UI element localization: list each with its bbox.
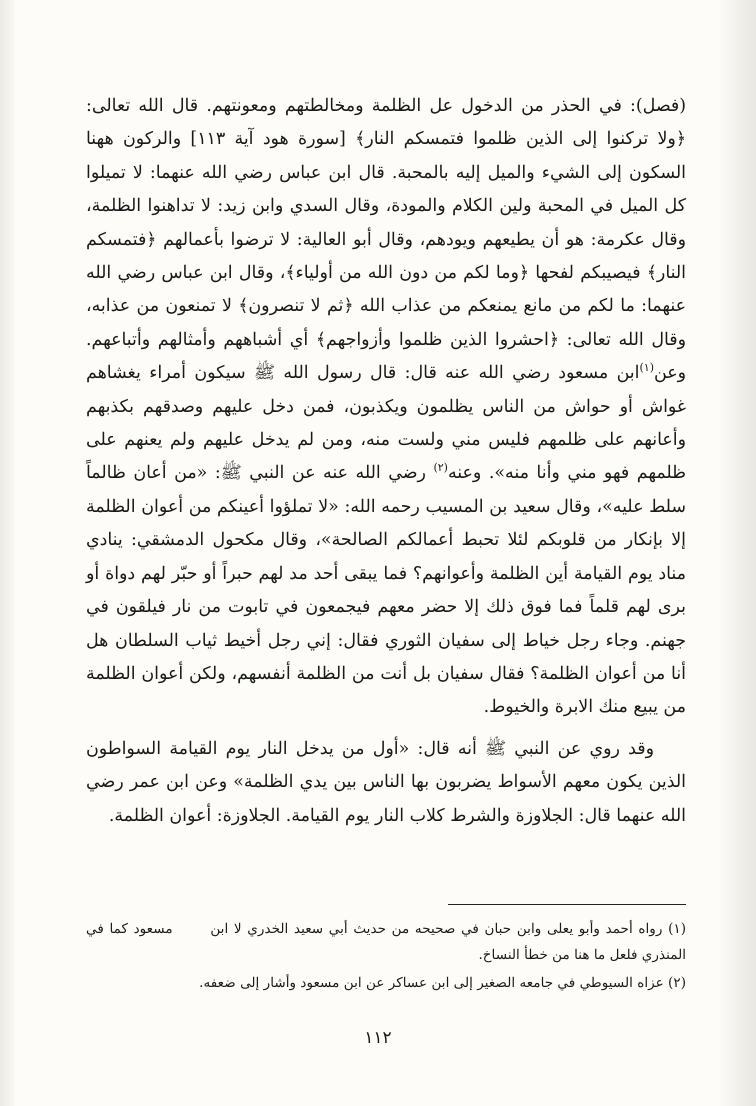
text-line: الصالحة»، وقال مكحول الدمشقي: ينادي مناد يوم القيامة أين الظلمة [86, 530, 686, 584]
main-text [86, 90, 686, 833]
footnote-line: (٢) عزاه السيوطي في جامعه الصغير إلى ابن عساكر عن ابن مسعود وأشار إلى ضعفه. [199, 975, 686, 991]
text-line: آية ١١٣] والركون ههنا السكون إلى الشيء والميل إليه بالمحبة. قال ابن [86, 129, 687, 183]
text-line: ابن مسعود رضي الله عنه قال: قال رسول الله ﷺ سيكون [194, 363, 640, 384]
text-line: الظلمة؟ فقال سفيان بل أنت من الظلمة أنفسهم، ولكن أعوان الظلمة من يبيع [86, 663, 686, 718]
text-line: ذلك إلا حضر معهم فيجمعون في تابوت من نار فيلقون في جهنم. وجاء رجل [86, 597, 686, 651]
text-line: وقال الله تعالى: ﴿احشروا الذين ظلموا وأزواجهم﴾ أي أشباههم وأمثالهم [157, 329, 686, 350]
text-line: السواطون الذين يكون معهم الأسواط يضربون بها الناس بين يدي الظلمة» وعن [86, 738, 686, 793]
page-number: ١١٢ [364, 1028, 392, 1048]
page-edge-right [720, 0, 756, 1106]
text-line: وصدقهم بكذبهم وأعانهم على ظلمهم فليس مني ولست منه، ومن لم يدخل [86, 396, 686, 451]
text-line: وقال السدي وابن زيد: لا تداهنوا الظلمة، وقال عكرمة: هو أن يطيعهم [86, 196, 686, 250]
text-line: «لا تملؤوا أعينكم من أعوان الظلمة إلا بإنكار من قلوبكم لئلا تحبط أعمالكم [86, 496, 686, 551]
paragraph-2 [86, 733, 686, 833]
text-line: ويودهم، وقال أبو العالية: لا ترضوا بأعمالهم ﴿فتمسكم النار﴾ فيصيبكم [86, 229, 686, 284]
text-line: عليهم ولم يعنهم على ظلمهم فهو مني وأنا منه». وعنه [86, 430, 686, 484]
footnote-1 [86, 916, 686, 968]
text-line: أمراء يغشاهم غواش أو حواش من الناس يظلمون ويكذبون، فمن دخل عليهم [86, 363, 687, 417]
text-line: خياط إلى سفيان الثوري فقال: إني رجل أخيط ثياب السلطان هل أنا من أعوان [86, 630, 686, 684]
text-line: الله تعالى: ﴿ولا تركنوا إلى الذين ظلموا فتمسكم النار﴾ [سورة هود [86, 96, 687, 150]
text-line: لكم من مانع يمنعكم من عذاب الله ﴿ثم لا تنصرون﴾ لا تمنعون من عذابه، [86, 296, 614, 317]
text-line: وقد روي عن النبي ﷺ أنه قال: «أول من يدخل النار يوم القيامة [169, 738, 654, 759]
text-line: ابن عمر رضي الله عنهما قال: الجلاوزة والشرط كلاب النار يوم القيامة. [86, 772, 686, 826]
text-line: الجلاوزة: أعوان الظلمة. [108, 805, 281, 826]
footnote-line: مسعود كما في المنذري فلعل ما هنا من خطأ النساخ. [86, 921, 686, 963]
text-line: رضي الله عنه عن [291, 463, 434, 484]
text-line: النبي ﷺ: «من أعان ظالماً سلط عليه»، وقال سعيد بن المسيب رحمه الله: [86, 463, 686, 517]
footnote-line: (١) رواه أحمد وأبو يعلى وابن حبان في صحيحه من حديث أبي سعيد الخدري لا ابن [210, 921, 686, 937]
text-line: عباس رضي الله عنهما: لا تميلوا كل الميل في المحبة ولين الكلام والمودة، [86, 162, 686, 217]
footnote-2 [86, 970, 686, 996]
text-line: وأعوانهم؟ فما يبقى أحد مد لهم حبراً أو حبّر لهم دواة أو برى لهم قلماً فما فوق [86, 563, 686, 618]
text-line: (فصل): في الحذر من الدخول عل الظلمة ومخالطتهم ومعونتهم. قال [171, 96, 686, 116]
text-line: منك الابرة والخيوط. [483, 697, 628, 718]
paragraph-1 [86, 90, 686, 725]
footnote-marker: (١) [639, 361, 654, 375]
text-line: لفحها ﴿وما لكم من دون الله من أولياء﴾، وقال ابن عباس رضي الله عنهما: ما [86, 263, 686, 317]
footnote-marker: (٢) [433, 461, 448, 475]
footnotes [86, 916, 686, 998]
text-line: وأتباعهم. وعن [86, 329, 687, 384]
page-edge-left [0, 0, 14, 1106]
footnote-separator [448, 904, 686, 905]
